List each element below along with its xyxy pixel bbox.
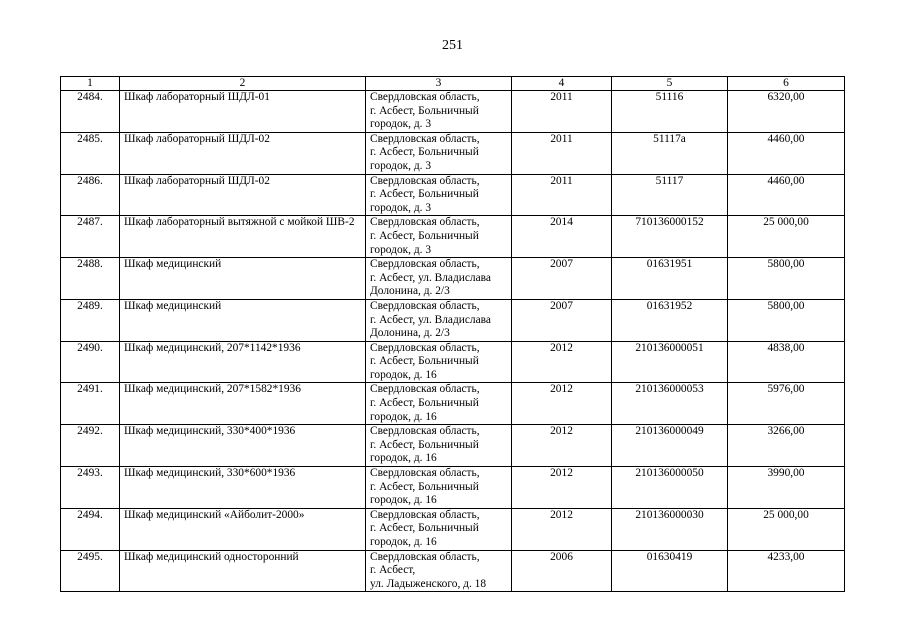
item-cost: 5800,00: [728, 258, 845, 300]
item-inventory-number: 01630419: [612, 550, 728, 592]
row-number: 2493.: [61, 467, 120, 509]
item-name: Шкаф лабораторный ШДЛ-02: [120, 132, 366, 174]
row-number: 2491.: [61, 383, 120, 425]
row-number: 2486.: [61, 174, 120, 216]
row-number: 2485.: [61, 132, 120, 174]
item-address: Свердловская область, г. Асбест, Больничный городок, д. 3: [366, 174, 512, 216]
table-row: [61, 132, 845, 174]
column-header-5: 5: [612, 77, 728, 91]
item-year: 2007: [512, 299, 612, 341]
item-cost: 4460,00: [728, 174, 845, 216]
item-year: 2006: [512, 550, 612, 592]
item-inventory-number: 210136000051: [612, 341, 728, 383]
column-header-4: 4: [512, 77, 612, 91]
property-registry-table: [60, 76, 845, 592]
item-inventory-number: 710136000152: [612, 216, 728, 258]
item-year: 2012: [512, 383, 612, 425]
item-cost: 3990,00: [728, 467, 845, 509]
item-name: Шкаф медицинский односторонний: [120, 550, 366, 592]
item-name: Шкаф медицинский «Айболит-2000»: [120, 508, 366, 550]
item-inventory-number: 210136000050: [612, 467, 728, 509]
row-number: 2492.: [61, 425, 120, 467]
item-inventory-number: 01631952: [612, 299, 728, 341]
item-name: Шкаф медицинский, 330*400*1936: [120, 425, 366, 467]
item-name: Шкаф медицинский, 207*1582*1936: [120, 383, 366, 425]
item-cost: 6320,00: [728, 91, 845, 133]
item-cost: 3266,00: [728, 425, 845, 467]
item-inventory-number: 51117: [612, 174, 728, 216]
item-inventory-number: 01631951: [612, 258, 728, 300]
item-name: Шкаф медицинский, 207*1142*1936: [120, 341, 366, 383]
item-year: 2011: [512, 132, 612, 174]
item-year: 2012: [512, 467, 612, 509]
item-address: Свердловская область, г. Асбест, Больничный городок, д. 16: [366, 508, 512, 550]
table-row: [61, 299, 845, 341]
column-header-6: 6: [728, 77, 845, 91]
item-inventory-number: 51116: [612, 91, 728, 133]
item-year: 2012: [512, 425, 612, 467]
item-name: Шкаф медицинский: [120, 258, 366, 300]
item-inventory-number: 51117а: [612, 132, 728, 174]
row-number: 2489.: [61, 299, 120, 341]
table-row: [61, 425, 845, 467]
item-name: Шкаф лабораторный вытяжной с мойкой ШВ-2: [120, 216, 366, 258]
item-address: Свердловская область, г. Асбест, ул. Ладыженского, д. 18: [366, 550, 512, 592]
item-inventory-number: 210136000030: [612, 508, 728, 550]
table-header-row: [61, 77, 845, 91]
row-number: 2494.: [61, 508, 120, 550]
item-year: 2012: [512, 508, 612, 550]
table-row: [61, 258, 845, 300]
row-number: 2487.: [61, 216, 120, 258]
item-cost: 25 000,00: [728, 216, 845, 258]
table-row: [61, 91, 845, 133]
table-row: [61, 341, 845, 383]
table-row: [61, 174, 845, 216]
item-year: 2011: [512, 174, 612, 216]
item-year: 2012: [512, 341, 612, 383]
item-cost: 25 000,00: [728, 508, 845, 550]
item-address: Свердловская область, г. Асбест, Больничный городок, д. 16: [366, 425, 512, 467]
item-year: 2007: [512, 258, 612, 300]
item-address: Свердловская область, г. Асбест, Больничный городок, д. 16: [366, 383, 512, 425]
item-name: Шкаф лабораторный ШДЛ-02: [120, 174, 366, 216]
column-header-2: 2: [120, 77, 366, 91]
item-cost: 4460,00: [728, 132, 845, 174]
column-header-1: 1: [61, 77, 120, 91]
item-year: 2014: [512, 216, 612, 258]
item-address: Свердловская область, г. Асбест, Больничный городок, д. 16: [366, 467, 512, 509]
item-address: Свердловская область, г. Асбест, Больничный городок, д. 3: [366, 216, 512, 258]
item-address: Свердловская область, г. Асбест, Больничный городок, д. 3: [366, 91, 512, 133]
row-number: 2490.: [61, 341, 120, 383]
table-row: [61, 550, 845, 592]
item-year: 2011: [512, 91, 612, 133]
item-inventory-number: 210136000053: [612, 383, 728, 425]
item-address: Свердловская область, г. Асбест, Больничный городок, д. 3: [366, 132, 512, 174]
column-header-3: 3: [366, 77, 512, 91]
table-row: [61, 383, 845, 425]
item-cost: 5800,00: [728, 299, 845, 341]
item-cost: 4233,00: [728, 550, 845, 592]
item-address: Свердловская область, г. Асбест, Больничный городок, д. 16: [366, 341, 512, 383]
item-name: Шкаф лабораторный ШДЛ-01: [120, 91, 366, 133]
row-number: 2495.: [61, 550, 120, 592]
item-inventory-number: 210136000049: [612, 425, 728, 467]
item-name: Шкаф медицинский, 330*600*1936: [120, 467, 366, 509]
row-number: 2484.: [61, 91, 120, 133]
table-row: [61, 216, 845, 258]
item-cost: 5976,00: [728, 383, 845, 425]
item-cost: 4838,00: [728, 341, 845, 383]
item-address: Свердловская область, г. Асбест, ул. Владислава Долонина, д. 2/3: [366, 299, 512, 341]
item-name: Шкаф медицинский: [120, 299, 366, 341]
table-row: [61, 467, 845, 509]
table-row: [61, 508, 845, 550]
item-address: Свердловская область, г. Асбест, ул. Владислава Долонина, д. 2/3: [366, 258, 512, 300]
page-number: 251: [442, 38, 463, 53]
row-number: 2488.: [61, 258, 120, 300]
